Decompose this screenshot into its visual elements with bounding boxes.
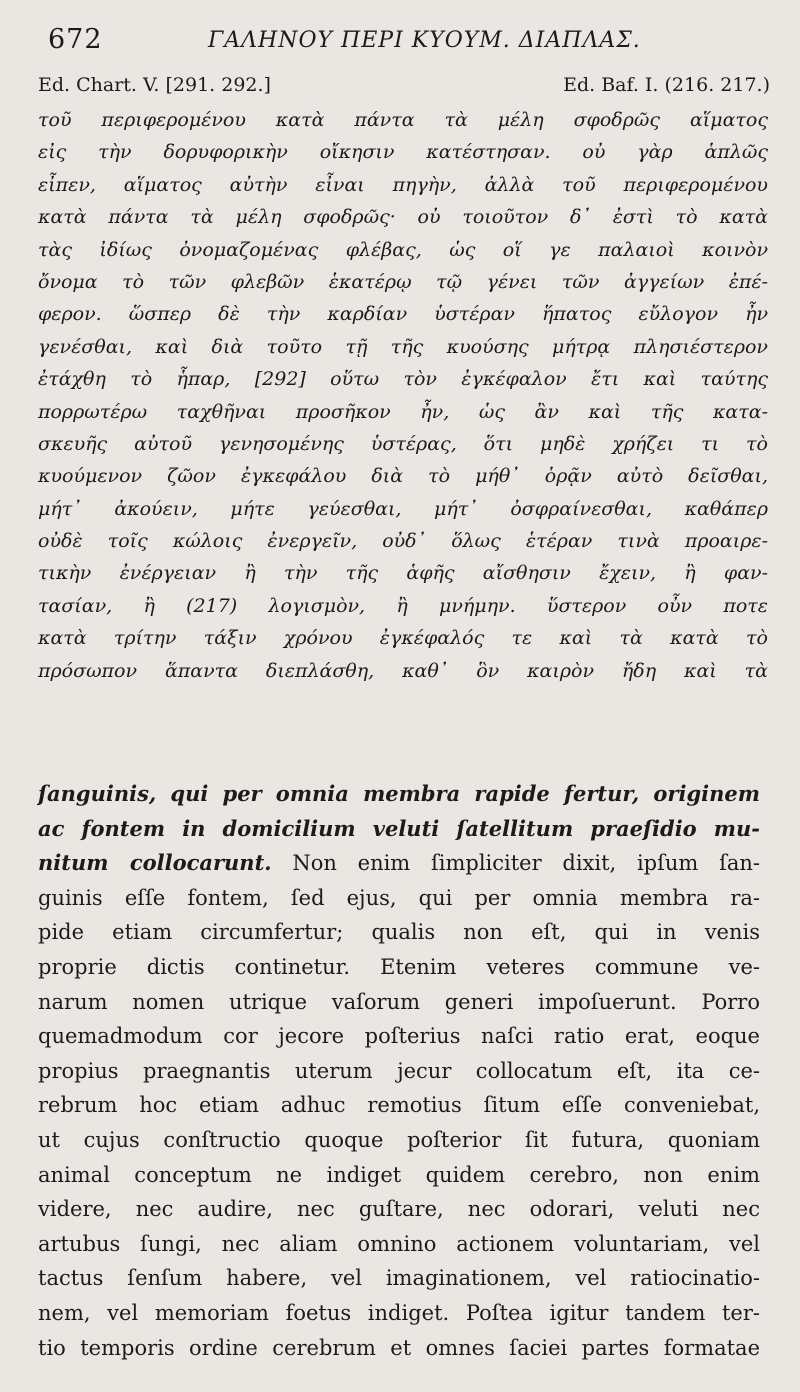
latin-line: nem, vel memoriam foetus indiget. Poſtea igitur tandem ter- [38, 1300, 760, 1325]
greek-line: πρόσωπον ἅπαντα διεπλάσθη, καθ᾽ ὃν καιρὸν ἤδη καὶ τὰ [38, 659, 768, 682]
latin-line-roman-part: Non enim ſimpliciter dixit, ipſum ſan- [271, 851, 761, 876]
latin-translation-block [38, 777, 760, 1365]
greek-line: εἶπεν, αἵματος αὐτὴν εἶναι πηγὴν, ἀλλὰ τοῦ περιφερομένου [38, 173, 768, 196]
greek-line: τικὴν ἐνέργειαν ἢ τὴν τῆς ἁφῆς αἴσθησιν ἔχειν, ἢ φαν- [38, 562, 768, 585]
greek-line: κατὰ τρίτην τάξιν χρόνου ἐγκέφαλός τε καὶ τὰ κατὰ τὸ [38, 627, 768, 650]
running-title: ΓΑΛΗΝΟΥ ΠΕΡΙ ΚΥΟΥΜ. ΔΙΑΠΛΑΣ. [208, 28, 641, 53]
edition-chartier-reference: Ed. Chart. V. [291. 292.] [38, 74, 271, 96]
latin-line-italic-part: nitum collocarunt. [38, 850, 272, 876]
latin-line: guinis eſſe fontem, ſed ejus, qui per omnia membra ra- [38, 885, 760, 910]
latin-line: ac fontem in domicilium veluti ſatellitum praeſidio mu- [38, 815, 760, 841]
greek-line: φερον. ὥσπερ δὲ τὴν καρδίαν ὑστέραν ἥπατος εὔλογον ἦν [38, 303, 768, 326]
page-header [38, 20, 758, 60]
latin-line: animal conceptum ne indiget quidem cerebro, non enim [38, 1162, 760, 1187]
latin-line: videre, nec audire, nec guſtare, nec odorari, veluti nec [38, 1197, 760, 1222]
latin-line: narum nomen utrique vaſorum generi impoſuerunt. Porro [38, 989, 760, 1014]
greek-line: οὐδὲ τοῖς κώλοις ἐνεργεῖν, οὐδ᾽ ὅλως ἑτέραν τινὰ προαιρε- [38, 530, 768, 553]
latin-line: quemadmodum cor jecore poſterius naſci ratio erat, eoque [38, 1024, 760, 1049]
latin-line: proprie dictis continetur. Etenim veteres commune ve- [38, 954, 760, 979]
greek-line: τασίαν, ἢ (217) λογισμὸν, ἢ μνήμην. ὕστερον οὖν ποτε [38, 594, 768, 617]
latin-line: rebrum hoc etiam adhuc remotius ſitum eſſe conveniebat, [38, 1093, 760, 1118]
greek-line: μήτ᾽ ἀκούειν, μήτε γεύεσθαι, μήτ᾽ ὀσφραίνεσθαι, καθάπερ [38, 497, 768, 520]
greek-line: τοῦ περιφερομένου κατὰ πάντα τὰ μέλη σφοδρῶς αἵματος [38, 109, 768, 131]
latin-line: pide etiam circumfertur; qualis non eſt, qui in venis [38, 920, 760, 945]
page-number: 672 [48, 24, 103, 55]
latin-line: tactus ſenſum habere, vel imaginationem, vel ratiocinatio- [38, 1266, 760, 1291]
greek-line: γενέσθαι, καὶ διὰ τοῦτο τῇ τῆς κυούσης μήτρᾳ πλησιέστερον [38, 335, 768, 358]
greek-line: τὰς ἰδίως ὀνομαζομένας φλέβας, ὡς οἵ γε παλαιοὶ κοινὸν [38, 238, 768, 261]
greek-line: εἰς τὴν δορυφορικὴν οἴκησιν κατέστησαν. οὐ γὰρ ἁπλῶς [38, 141, 768, 164]
greek-line: ὄνομα τὸ τῶν φλεβῶν ἑκατέρῳ τῷ γένει τῶν ἀγγείων ἐπέ- [38, 270, 768, 293]
greek-line: κατὰ πάντα τὰ μέλη σφοδρῶς· οὐ τοιοῦτον δ᾽ ἐστὶ τὸ κατὰ [38, 206, 768, 229]
latin-line: ſanguinis, qui per omnia membra rapide fertur, originem [38, 781, 760, 806]
greek-line: πορρωτέρω ταχθῆναι προσῆκον ἦν, ὡς ἂν καὶ τῆς κατα- [38, 400, 768, 423]
greek-line: ἐτάχθη τὸ ἧπαρ, [292] οὕτω τὸν ἐγκέφαλον ἔτι καὶ ταύτης [38, 368, 768, 391]
greek-line: σκευῆς αὐτοῦ γενησομένης ὑστέρας, ὅτι μηδὲ χρήζει τι τὸ [38, 432, 768, 455]
latin-line: artubus ſungi, nec aliam omnino actionem voluntariam, vel [38, 1231, 760, 1256]
latin-line [38, 846, 760, 881]
edition-basel-reference: Ed. Baf. I. (216. 217.) [563, 74, 770, 96]
latin-line: tio temporis ordine cerebrum et omnes ſaciei partes formatae [38, 1335, 760, 1360]
greek-text-block [38, 104, 768, 687]
edition-reference-line [38, 74, 770, 104]
latin-line: ut cujus conſtructio quoque poſterior ſit futura, quoniam [38, 1127, 760, 1152]
greek-line: κυούμενον ζῶον ἐγκεφάλου διὰ τὸ μήθ᾽ ὁρᾷν αὐτὸ δεῖσθαι, [38, 465, 768, 488]
latin-line: propius praegnantis uterum jecur collocatum eſt, ita ce- [38, 1058, 760, 1083]
